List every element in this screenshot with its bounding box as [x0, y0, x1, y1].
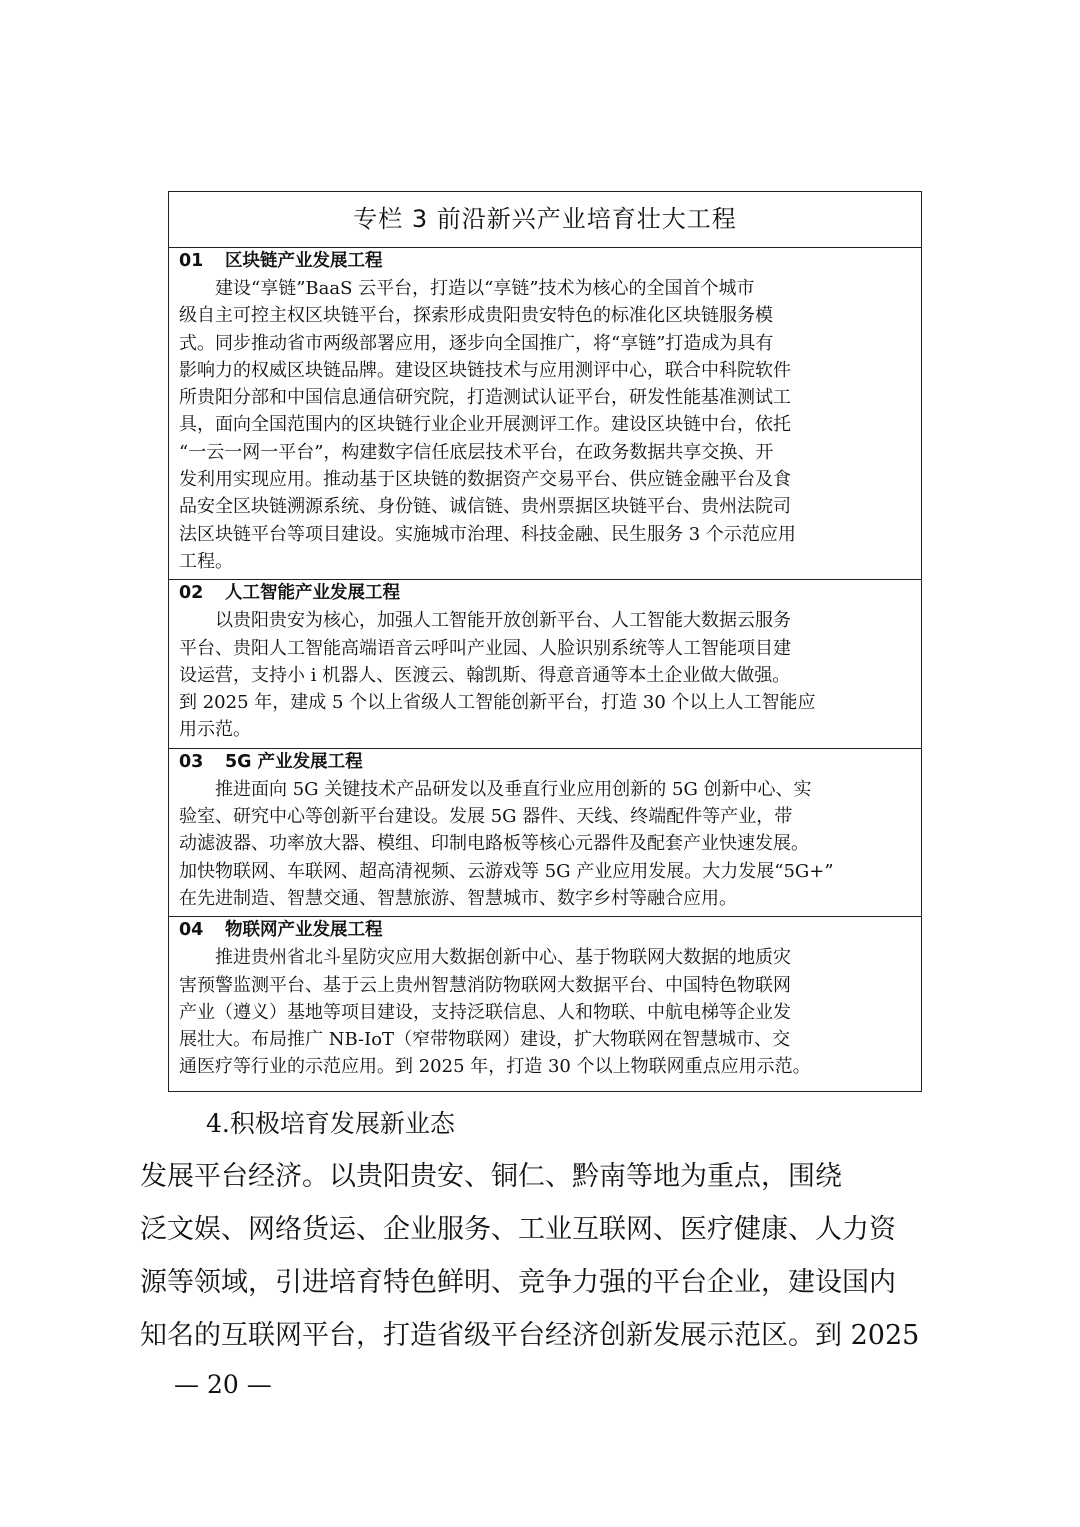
- text-line: 动滤波器、功率放大器、模组、印制电路板等核心元器件及配套产业快速发展。: [179, 833, 809, 855]
- paragraph-line: 泛文娱、网络货运、企业服务、工业互联网、医疗健康、人力资: [140, 1214, 896, 1245]
- section-number: 01: [179, 251, 204, 271]
- text-line: 推进面向 5G 关键技术产品研发以及垂直行业应用创新的 5G 创新中心、实: [215, 778, 812, 800]
- text-line: 发利用实现应用。推动基于区块链的数据资产交易平台、供应链金融平台及食: [179, 469, 791, 491]
- section-title: 区块链产业发展工程: [225, 251, 383, 271]
- text-line: 影响力的权威区块链品牌。建设区块链技术与应用测评中心，联合中科院软件: [179, 359, 791, 381]
- section-title: 物联网产业发展工程: [225, 920, 383, 941]
- section-02: [169, 580, 921, 748]
- text-line: 品安全区块链溯源系统、身份链、诚信链、贵州票据区块链平台、贵州法院司: [179, 496, 791, 518]
- text-line: 在先进制造、智慧交通、智慧旅游、智慧城市、数字乡村等融合应用。: [179, 887, 737, 909]
- text-line: 以贵阳贵安为核心，加强人工智能开放创新平台、人工智能大数据云服务: [215, 610, 791, 632]
- text-line: 级自主可控主权区块链平台，探索形成贵阳贵安特色的标准化区块链服务模: [179, 305, 773, 327]
- text-line: 展壮大。布局推广 NB-IoT（窄带物联网）建设，扩大物联网在智慧城市、交: [179, 1029, 791, 1051]
- text-line: 工程。: [179, 550, 233, 572]
- text-line: 推进贵州省北斗星防灾应用大数据创新中心、基于物联网大数据的地质灾: [215, 947, 791, 969]
- text-line: 法区块链平台等项目建设。实施城市治理、科技金融、民生服务 3 个示范应用: [179, 523, 796, 545]
- text-line: 害预警监测平台、基于云上贵州智慧消防物联网大数据平台、中国特色物联网: [179, 974, 791, 996]
- section-heading: [179, 917, 913, 944]
- paragraph-line: 源等领域，引进培育特色鲜明、竞争力强的平台企业，建设国内: [140, 1267, 896, 1298]
- body-paragraph: [140, 1150, 950, 1362]
- text-line: 建设“享链”BaaS 云平台，打造以“享链”技术为核心的全国首个城市: [215, 278, 755, 299]
- section-04: [169, 917, 921, 1090]
- section-heading: [179, 580, 913, 607]
- text-line: 用示范。: [179, 719, 251, 741]
- section-title: 人工智能产业发展工程: [225, 583, 400, 604]
- section-heading: [179, 749, 913, 776]
- section-number: 03: [179, 751, 204, 772]
- paragraph-line: 知名的互联网平台，打造省级平台经济创新发展示范区。到 2025: [140, 1320, 920, 1351]
- box-title: 专栏 3 前沿新兴产业培育壮大工程: [169, 192, 921, 248]
- text-line: 到 2025 年，建成 5 个以上省级人工智能创新平台，打造 30 个以上人工智能应: [179, 692, 816, 714]
- section-number: 04: [179, 920, 204, 941]
- section-03: [169, 749, 921, 917]
- text-line: “一云一网一平台”，构建数字信任底层技术平台，在政务数据共享交换、开: [179, 441, 774, 463]
- text-line: 加快物联网、车联网、超高清视频、云游戏等 5G 产业应用发展。大力发展“5G+”: [179, 860, 834, 882]
- section-number: 02: [179, 583, 204, 604]
- text-line: 平台、贵阳人工智能高端语音云呼叫产业园、人脸识别系统等人工智能项目建: [179, 637, 791, 659]
- text-line: 所贵阳分部和中国信息通信研究院，打造测试认证平台，研发性能基准测试工: [179, 387, 791, 409]
- text-line: 验室、研究中心等创新平台建设。发展 5G 器件、天线、终端配件等产业，带: [179, 806, 793, 828]
- sub-heading: 4.积极培育发展新业态: [206, 1109, 455, 1138]
- section-heading: [179, 248, 913, 275]
- section-body: [179, 776, 913, 912]
- paragraph-line: 发展平台经济。以贵阳贵安、铜仁、黔南等地为重点，围绕: [140, 1161, 842, 1192]
- page-number: — 20 —: [174, 1370, 272, 1399]
- text-line: 具，面向全国范围内的区块链行业企业开展测评工作。建设区块链中台，依托: [179, 414, 791, 436]
- section-title: 5G 产业发展工程: [225, 751, 363, 772]
- section-body: [179, 944, 913, 1080]
- text-line: 式。同步推动省市两级部署应用，逐步向全国推广，将“享链”打造成为具有: [179, 332, 774, 354]
- section-01: [169, 248, 921, 580]
- feature-box: [168, 191, 922, 1092]
- section-body: [179, 275, 913, 575]
- section-body: [179, 607, 913, 743]
- text-line: 产业（遵义）基地等项目建设，支持泛联信息、人和物联、中航电梯等企业发: [179, 1001, 791, 1023]
- text-line: 设运营，支持小 i 机器人、医渡云、翰凯斯、得意音通等本土企业做大做强。: [179, 664, 791, 686]
- text-line: 通医疗等行业的示范应用。到 2025 年，打造 30 个以上物联网重点应用示范。: [179, 1056, 811, 1078]
